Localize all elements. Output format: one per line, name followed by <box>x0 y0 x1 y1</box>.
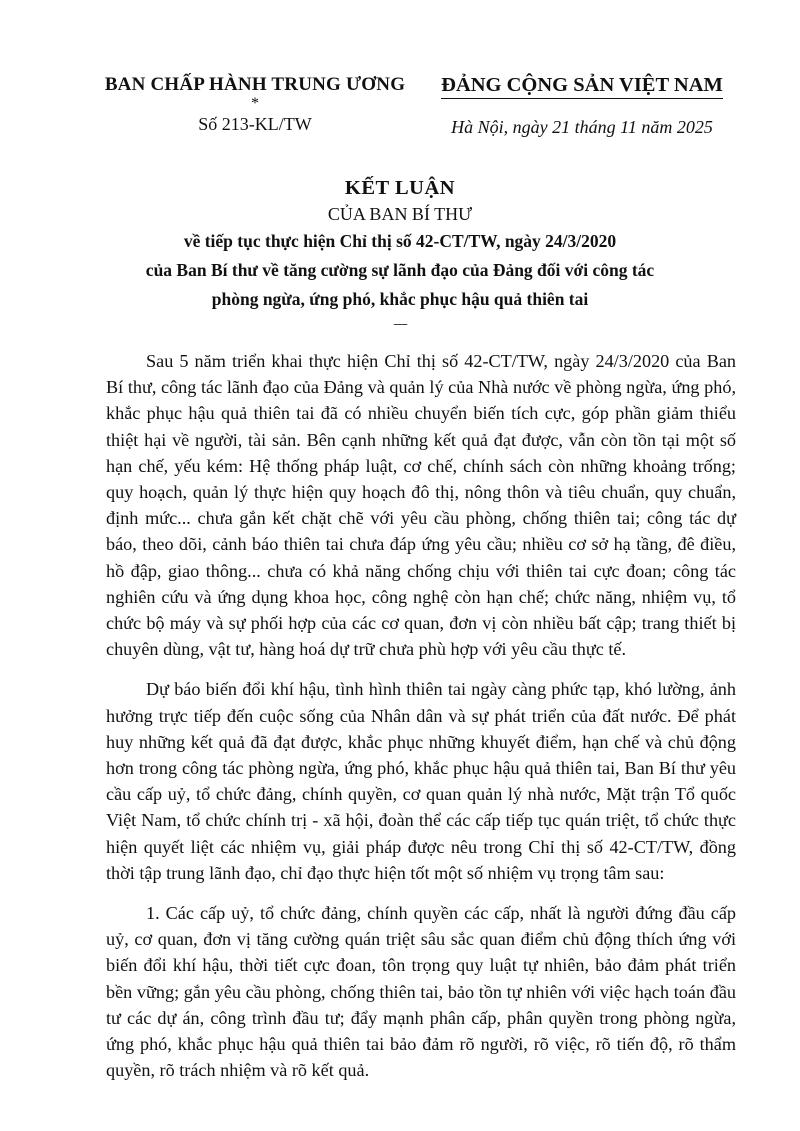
document-number: Số 213-KL/TW <box>198 114 312 134</box>
header-star: * <box>251 95 259 112</box>
body-paragraph: 1. Các cấp uỷ, tổ chức đảng, chính quyền các cấp, nhất là người đứng đầu cấp uỷ, cơ quan, đơn vị tăng cường quán triệt sâu sắc quan điểm chủ động thích ứng với biến đổi khí hậu, thời tiết cực đoan, tôn trọng quy luật tự nhiên, bảo đảm phát triển bền vững; gắn yêu cầu phòng, chống thiên tai, bảo tồn tự nhiên với việc hạch toán đầu tư các dự án, công trình đầu tư; đẩy mạnh phân cấp, phân quyền trong phòng ngừa, ứng phó, khắc phục hậu quả thiên tai bảo đảm rõ người, rõ việc, rõ tiến độ, rõ thẩm quyền, rõ trách nhiệm và rõ kết quả. <box>106 903 736 1081</box>
place-date: Hà Nội, ngày 21 tháng 11 năm 2025 <box>451 117 713 137</box>
body-paragraph: Dự báo biến đổi khí hậu, tình hình thiên tai ngày càng phức tạp, khó lường, ảnh hưởng trực tiếp đến cuộc sống của Nhân dân và sự phát triển của đất nước. Để phát huy những kết quả đã đạt được, khắc phục những khuyết điểm, hạn chế và chủ động hơn trong công tác phòng ngừa, ứng phó, khắc phục hậu quả thiên tai, Ban Bí thư yêu cầu cấp uỷ, tổ chức đảng, chính quyền, cơ quan quản lý nhà nước, Mặt trận Tổ quốc Việt Nam, tổ chức chính trị - xã hội, đoàn thể các cấp tiếp tục quán triệt, tổ chức thực hiện quyết liệt các nhiệm vụ, giải pháp được nêu trong Chỉ thị số 42-CT/TW, đồng thời tập trung lãnh đạo, chỉ đạo thực hiện tốt một số nhiệm vụ trọng tâm sau: <box>106 679 736 883</box>
document-topic-line-2: của Ban Bí thư về tăng cường sự lãnh đạo của Đảng đối với công tác <box>145 260 655 280</box>
issuing-organization: BAN CHẤP HÀNH TRUNG ƯƠNG <box>104 74 406 95</box>
document-title-block <box>60 175 740 332</box>
party-name: ĐẢNG CỘNG SẢN VIỆT NAM <box>441 74 723 99</box>
document-topic-line-1: về tiếp tục thực hiện Chỉ thị số 42-CT/TW, ngày 24/3/2020 <box>183 231 617 251</box>
document-body <box>106 348 736 1097</box>
body-paragraph: Sau 5 năm triển khai thực hiện Chỉ thị số 42-CT/TW, ngày 24/3/2020 của Ban Bí thư, công tác lãnh đạo của Đảng và quản lý của Nhà nước về phòng ngừa, ứng phó, khắc phục hậu quả thiên tai đã có nhiều chuyển biến tích cực, góp phần giảm thiểu thiệt hại về người, tài sản. Bên cạnh những kết quả đạt được, vẫn còn tồn tại một số hạn chế, yếu kém: Hệ thống pháp luật, cơ chế, chính sách còn những khoảng trống; quy hoạch, quản lý thực hiện quy hoạch đô thị, nông thôn và tiêu chuẩn, quy chuẩn, định mức... chưa gắn kết chặt chẽ với yêu cầu phòng, chống thiên tai; công tác dự báo, theo dõi, cảnh báo thiên tai chưa đáp ứng yêu cầu; nhiều cơ sở hạ tầng, đê điều, hồ đập, giao thông... chưa có khả năng chống chịu với thiên tai cực đoan; công tác nghiên cứu và ứng dụng khoa học, công nghệ còn hạn chế; chức năng, nhiệm vụ, tổ chức bộ máy và sự phối hợp của các cơ quan, đơn vị còn nhiều bất cập; trang thiết bị chuyên dùng, vật tư, hàng hoá dự trữ chưa phù hợp với yêu cầu thực tế. <box>106 351 736 660</box>
title-separator: ----- <box>393 318 407 330</box>
document-subtitle: CỦA BAN BÍ THƯ <box>327 204 473 224</box>
header-right <box>432 74 732 138</box>
document-topic-line-3: phòng ngừa, ứng phó, khắc phục hậu quả thiên tai <box>211 289 589 309</box>
header-left <box>100 74 410 135</box>
document-title: KẾT LUẬN <box>344 177 456 199</box>
